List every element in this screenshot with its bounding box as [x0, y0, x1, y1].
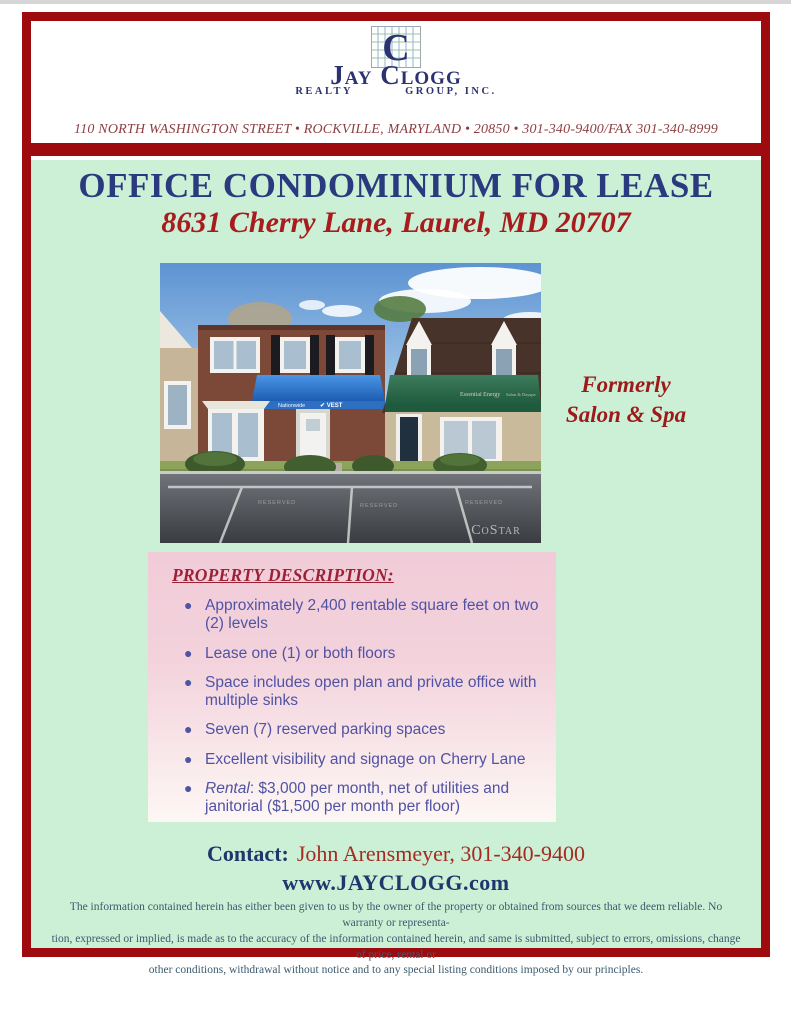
bullet-icon: ●: [184, 779, 193, 796]
bullet-text: Lease one (1) or both floors: [205, 644, 396, 662]
bullet-icon: ●: [184, 597, 193, 613]
red-divider: [31, 143, 761, 156]
formerly-line2: Salon & Spa: [565, 402, 687, 428]
logo: [31, 21, 761, 98]
page-title: OFFICE CONDOMINIUM FOR LEASE: [78, 166, 714, 205]
svg-text:Nationwide: Nationwide: [278, 403, 306, 409]
parking-stencil: RESERVED: [360, 503, 399, 509]
bullet-text: Excellent visibility and signage on Cherry Lane: [205, 750, 526, 768]
list-item: [184, 780, 556, 817]
logo-subtitle: [31, 87, 761, 98]
flyer-frame: [22, 12, 770, 977]
list-item: [184, 597, 556, 634]
photo-parking-lot: [160, 471, 541, 543]
description-heading: PROPERTY DESCRIPTION:: [172, 565, 394, 585]
list-item: [184, 751, 556, 769]
list-item: [184, 674, 556, 711]
contact-label: Contact:: [206, 841, 289, 866]
bullet-icon: ●: [184, 721, 193, 738]
description-box: [148, 552, 556, 822]
formerly-line1: Formerly: [581, 372, 671, 397]
formerly-note: [511, 370, 741, 431]
parking-stencil: RESERVED: [258, 500, 297, 506]
bullet-text: Seven (7) reserved parking spaces: [205, 721, 446, 739]
logo-sub-left: REALTY: [295, 86, 354, 97]
bullet-lead: Rental: [205, 779, 250, 797]
address-line: 110 NORTH WASHINGTON STREET • ROCKVILLE, MARYLAND • 20850 • 301-340-9400/FAX 301-340-8999: [74, 122, 718, 137]
logo-monogram: C: [382, 27, 410, 68]
disclaimer-line-1: The information contained herein has either been given to us by the owner of the property or obtained from sources that we deem reliable. No warranty or representa-: [69, 901, 723, 929]
contact-value: John Arensmeyer, 301-340-9400: [296, 841, 585, 866]
svg-text:Essential Energy: Essential Energy: [460, 392, 501, 398]
disclaimer-line-3: other conditions, withdrawal without notice and to any special listing conditions imposed by our principles.: [148, 964, 644, 977]
list-item: [184, 645, 556, 663]
contact-block: [31, 841, 761, 896]
parking-stencil: RESERVED: [465, 500, 504, 506]
page-subtitle: 8631 Cherry Lane, Laurel, MD 20707: [161, 206, 631, 239]
contact-line: [31, 841, 761, 867]
logo-name: Jay Clogg: [330, 60, 462, 90]
logo-sub-right: GROUP, INC.: [405, 86, 497, 97]
photo-building: [160, 311, 541, 468]
bullet-icon: ●: [184, 750, 193, 767]
bullet-icon: ●: [184, 673, 193, 690]
disclaimer-line-2: tion, expressed or implied, is made as to the accuracy of the information contained herein, and same is submitted, subject to errors, omissions, change of price, rental or: [51, 932, 741, 961]
disclaimer: [51, 900, 741, 979]
bullet-text: Space includes open plan and private office with multiple sinks: [205, 673, 537, 710]
bullet-icon: ●: [184, 644, 193, 661]
bullet-text: Approximately 2,400 rentable square feet on two (2) levels: [205, 597, 539, 633]
costar-watermark: CoStar: [471, 523, 521, 538]
bullet-text: : $3,000 per month, net of utilities and janitorial ($1,500 per month per floor): [205, 779, 510, 816]
flyer-body: [31, 160, 761, 977]
bullet-list: [184, 597, 556, 817]
scan-edge-strip: [0, 0, 791, 4]
property-photo: [160, 263, 541, 543]
header: [31, 21, 761, 143]
website-link: www.JAYCLOGG.com: [282, 870, 510, 895]
svg-text:✔ VEST: ✔ VEST: [320, 403, 343, 409]
list-item: [184, 721, 556, 739]
svg-text:Salon & Dayspa: Salon & Dayspa: [506, 392, 536, 397]
